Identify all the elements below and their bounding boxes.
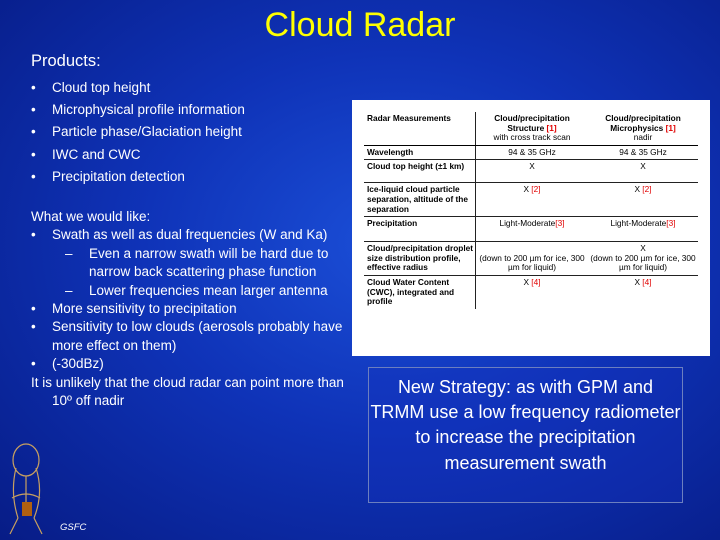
- list-item: [31, 226, 356, 244]
- table-cell: X [2]: [587, 183, 698, 217]
- table-cell: 94 & 35 GHz: [476, 145, 588, 160]
- row-label: Cloud top height (±1 km): [364, 160, 476, 183]
- dash-icon: –: [65, 245, 73, 261]
- bullet-icon: •: [31, 356, 36, 372]
- list-item: [31, 282, 356, 300]
- row-label: Precipitation: [364, 217, 476, 242]
- table-row: [364, 183, 698, 217]
- table-cell: X [4]: [634, 276, 652, 287]
- closing-text: It is unlikely that the cloud radar can point more than 10º off nadir: [31, 374, 344, 409]
- slide-title: Cloud Radar: [264, 6, 456, 44]
- list-item: • Cloud top height: [31, 77, 245, 99]
- table-row: [364, 217, 698, 242]
- list-item: [31, 300, 356, 318]
- row-label: Ice-liquid cloud particle separation, altitude of the separation: [364, 183, 476, 217]
- list-item: • Microphysical profile information: [31, 99, 245, 121]
- products-heading: Products:: [31, 52, 101, 70]
- table-cell: Light-Moderate[3]: [587, 217, 698, 242]
- list-item: • Precipitation detection: [31, 166, 245, 188]
- products-list: [31, 77, 245, 188]
- table-row: [364, 275, 698, 308]
- bullet-text: Sensitivity to low clouds (aerosols probably have more effect on them): [52, 319, 343, 353]
- list-item: [31, 355, 356, 373]
- table-row: [364, 145, 698, 160]
- table-row: [364, 160, 698, 183]
- row-label: Cloud Water Content (CWC), integrated and profile: [364, 275, 476, 308]
- header-cell: Radar Measurements: [364, 112, 476, 145]
- table-row: [364, 242, 698, 276]
- header-cell: Cloud/precipitation Microphysics [1] nadir: [587, 112, 698, 145]
- table-cell: (down to 200 µm for ice, 300 µm for liquid): [476, 242, 588, 276]
- strategy-callout: New Strategy: as with GPM and TRMM use a low frequency radiometer to increase the precipitation measurement swath: [368, 367, 683, 503]
- row-label: Wavelength: [364, 145, 476, 160]
- table-cell: 94 & 35 GHz: [587, 145, 698, 160]
- table-cell: X (down to 200 µm for ice, 300 µm for liquid): [587, 242, 698, 276]
- measurements-table: [364, 112, 698, 309]
- dash-icon: –: [65, 282, 73, 298]
- table-cell: X [4]: [523, 276, 541, 287]
- sub-bullet-text: Even a narrow swath will be hard due to narrow back scattering phase function: [89, 245, 329, 280]
- footer-label: GSFC: [60, 522, 87, 533]
- bullet-text: Swath as well as dual frequencies (W and Ka): [52, 227, 328, 243]
- bullet-text: (-30dBz): [52, 356, 104, 372]
- radar-measurements-table: [352, 100, 710, 356]
- would-like-heading: What we would like:: [31, 209, 151, 224]
- sub-bullet-text: Lower frequencies mean larger antenna: [89, 282, 328, 298]
- would-like-section: [31, 208, 356, 410]
- list-item: [31, 245, 356, 282]
- list-item: • Particle phase/Glaciation height: [31, 121, 245, 143]
- logo-icon: [4, 438, 58, 538]
- table-cell: X: [476, 160, 588, 183]
- table-cell: X: [587, 160, 698, 183]
- list-item: • IWC and CWC: [31, 144, 245, 166]
- row-label: Cloud/precipitation droplet size distribution profile, effective radius: [364, 242, 476, 276]
- bullet-icon: •: [31, 227, 36, 243]
- bullet-icon: •: [31, 301, 36, 317]
- table-cell: X [2]: [476, 183, 588, 217]
- header-cell: Cloud/precipitation Structure [1] with cross track scan: [476, 112, 588, 145]
- table-header-row: [364, 112, 698, 145]
- table-cell: Light-Moderate[3]: [476, 217, 588, 242]
- bullet-text: More sensitivity to precipitation: [52, 301, 237, 317]
- list-item: [31, 318, 356, 355]
- bullet-icon: •: [31, 319, 36, 335]
